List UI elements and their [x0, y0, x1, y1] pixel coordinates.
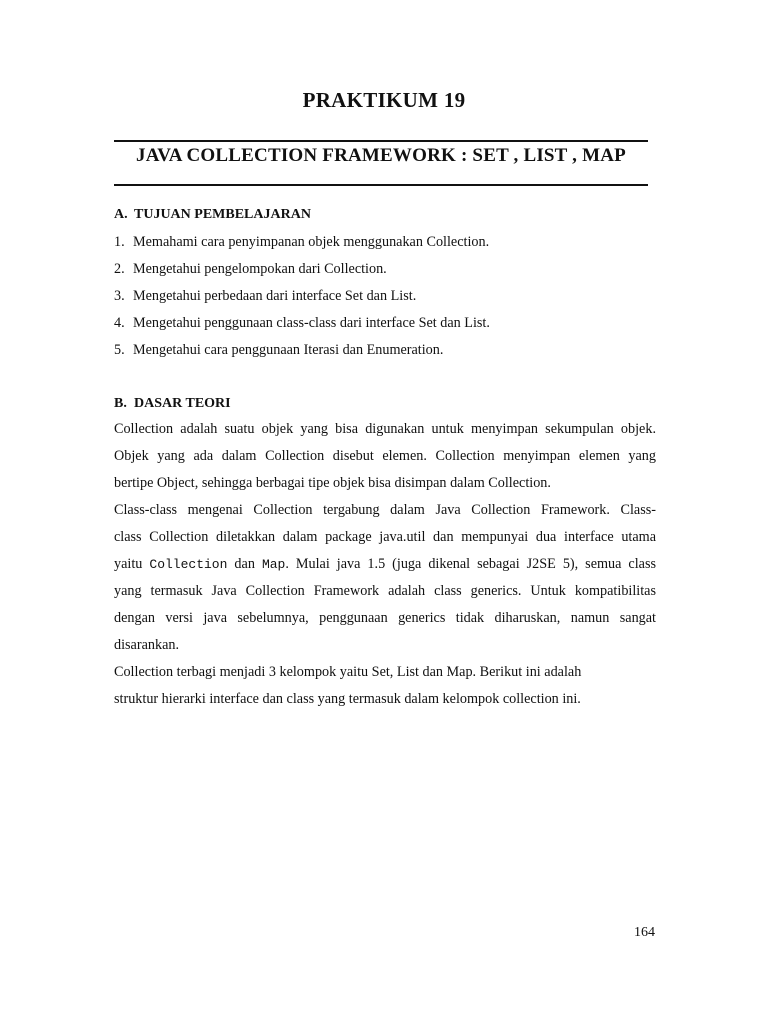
list-item	[114, 342, 443, 359]
paragraph-line-with-code	[114, 551, 656, 578]
list-item	[114, 315, 490, 332]
text-fragment: dan	[234, 556, 255, 572]
list-item-text: Mengetahui penggunaan class-class dari interface Set dan List.	[133, 315, 490, 331]
paragraph-line: Collection adalah suatu objek yang bisa digunakan untuk menyimpan sekumpulan objek.	[114, 421, 656, 437]
paragraph-line: Class-class mengenai Collection tergabung dalam Java Collection Framework. Class-	[114, 502, 656, 518]
paragraph-line: disarankan.	[114, 637, 180, 653]
page-subtitle: JAVA COLLECTION FRAMEWORK : SET , LIST , MAP	[136, 145, 626, 166]
section-b-heading	[114, 396, 231, 412]
list-item-number: 2.	[114, 261, 125, 277]
list-item-text: Mengetahui cara penggunaan Iterasi dan Enumeration.	[133, 342, 444, 358]
page-title: PRAKTIKUM 19	[302, 88, 466, 112]
paragraph-line: bertipe Object, sehingga berbagai tipe objek bisa disimpan dalam Collection.	[114, 475, 551, 491]
list-item-text: Mengetahui perbedaan dari interface Set dan List.	[133, 288, 417, 304]
paragraph-line: Collection terbagi menjadi 3 kelompok yaitu Set, List dan Map. Berikut ini adalah	[114, 664, 582, 680]
code-collection: Collection	[149, 557, 228, 572]
list-item-number: 1.	[114, 234, 125, 250]
list-item-text: Memahami cara penyimpanan objek menggunakan Collection.	[133, 234, 490, 250]
section-a-title: TUJUAN PEMBELAJARAN	[134, 207, 311, 222]
paragraph-line: yang termasuk Java Collection Framework adalah class generics. Untuk kompatibilitas	[114, 583, 656, 599]
list-item-text: Mengetahui pengelompokan dari Collection.	[133, 261, 387, 277]
paragraph-line: class Collection diletakkan dalam package java.util dan mempunyai dua interface utama	[114, 529, 656, 545]
paragraph-line: dengan versi java sebelumnya, penggunaan generics tidak diharuskan, namun sangat	[114, 610, 656, 626]
paragraph-line: Objek yang ada dalam Collection disebut elemen. Collection menyimpan elemen yang	[114, 448, 656, 464]
list-item	[114, 234, 489, 251]
list-item-number: 3.	[114, 288, 125, 304]
section-b-title: DASAR TEORI	[134, 396, 231, 411]
list-item	[114, 288, 416, 305]
section-b-number: B.	[114, 396, 127, 411]
paragraph-line: struktur hierarki interface dan class yang termasuk dalam kelompok collection ini.	[114, 691, 581, 707]
paragraph-collection-groups	[114, 659, 656, 713]
code-map: Map	[261, 557, 286, 572]
section-a-heading	[114, 207, 311, 223]
title-rule-top	[114, 140, 648, 142]
list-item-number: 4.	[114, 315, 125, 331]
list-item	[114, 261, 387, 278]
section-a-number: A.	[114, 207, 128, 222]
paragraph-collection-framework	[114, 497, 656, 659]
list-item-number: 5.	[114, 342, 125, 358]
paragraph-collection-definition	[114, 416, 656, 497]
text-fragment: . Mulai java 1.5 (juga dikenal sebagai J2SE 5), semua class	[285, 556, 657, 572]
text-fragment: yaitu	[114, 556, 143, 572]
title-rule-bottom	[114, 184, 648, 186]
page-number: 164	[634, 925, 655, 940]
